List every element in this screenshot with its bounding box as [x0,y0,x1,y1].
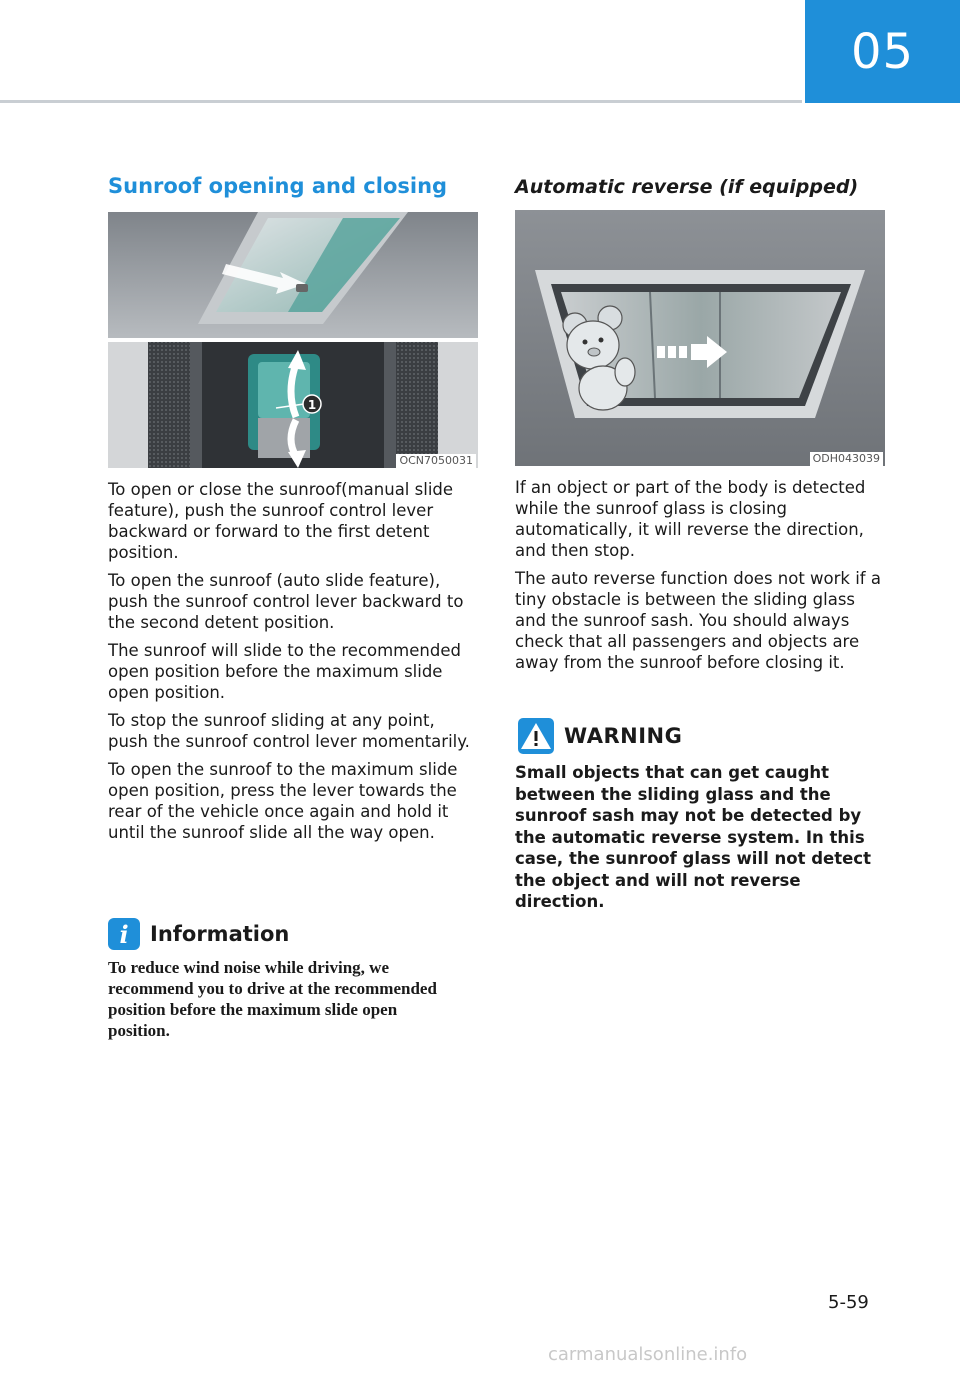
chapter-tab: 05 [805,0,960,103]
paragraph: To open the sunroof (auto slide feature), push the sunroof control lever backward to the second detent position. [108,571,464,632]
sunroof-control-illustration [108,212,478,468]
warning-label: WARNING [564,724,683,748]
warning-heading [518,718,682,754]
figure-code: ODH043039 [810,452,883,466]
paragraph: The sunroof will slide to the recommended open position before the maximum slide open position. [108,641,461,702]
paragraph: The auto reverse function does not work if a tiny obstacle is between the sliding glass and the sunroof sash. You should always check that all passengers and objects are away from the sunroof before closing it. [515,569,881,672]
callout-number: 1 [307,398,317,412]
info-icon: i [108,918,140,950]
auto-reverse-illustration [515,210,885,466]
paragraph: To open the sunroof to the maximum slide open position, press the lever towards the rear of the vehicle once again and hold it until the sunroof slide all the way open. [108,760,458,842]
information-heading [108,918,289,950]
right-body-text [515,477,885,680]
warning-text: Small objects that can get caught between the sliding glass and the sunroof sash may not be detected by the automatic reverse system. In this case, the sunroof glass will not detect the object and will not reverse direction. [515,763,871,911]
figure-sunroof-control [108,212,478,468]
paragraph: If an object or part of the body is detected while the sunroof glass is closing automatically, it will reverse the direction, and then stop. [515,478,866,560]
warning-icon [518,718,554,754]
paragraph: To open or close the sunroof(manual slide feature), push the sunroof control lever backward or forward to the first detent position. [108,480,454,562]
page-number: 5-59 [828,1292,869,1313]
information-label: Information [150,922,290,946]
header-rule [0,100,802,103]
section-title-auto-reverse: Automatic reverse (if equipped) [515,176,859,198]
paragraph: To stop the sunroof sliding at any point, push the sunroof control lever momentarily. [108,711,470,751]
watermark: carmanualsonline.info [548,1344,748,1365]
left-body-text [108,479,473,850]
figure-auto-reverse [515,210,885,466]
information-text: To reduce wind noise while driving, we recommend you to drive at the recommended position before the maximum slide open position. [108,958,437,1040]
figure-code: OCN7050031 [396,454,476,468]
section-title-sunroof: Sunroof opening and closing [108,174,448,198]
